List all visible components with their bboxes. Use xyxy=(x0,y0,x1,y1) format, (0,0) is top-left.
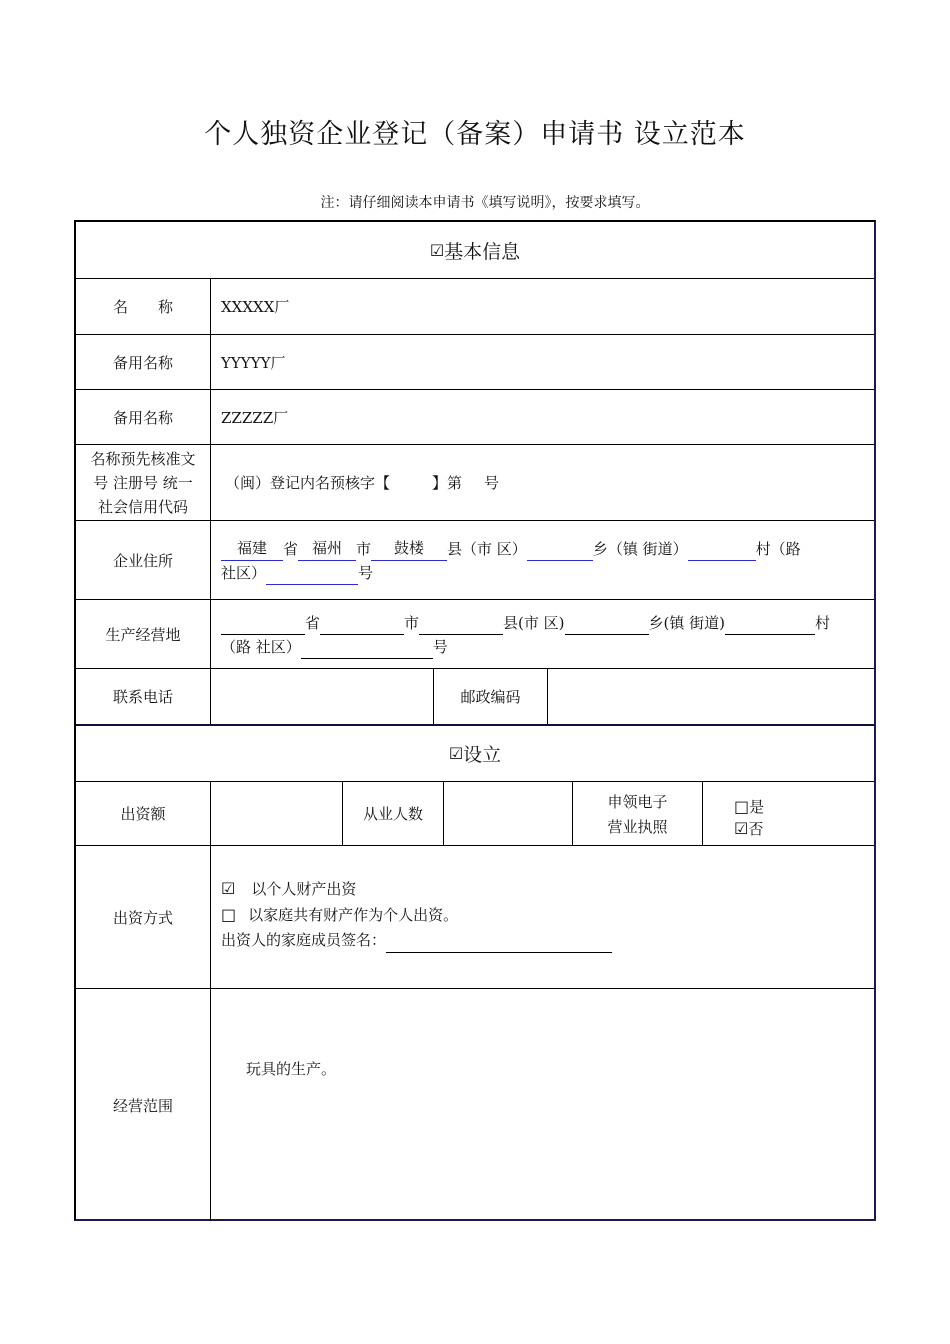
document-title: 个人独资企业登记（备案）申请书 设立范本 xyxy=(204,119,746,150)
staff-count-label: 从业人数 xyxy=(362,805,423,823)
fill-note: 注：请仔细阅读本申请书《填写说明》，按要求填写。 xyxy=(320,195,650,211)
name-label: 名 称 xyxy=(112,298,173,316)
e-license-options xyxy=(734,796,864,840)
phone-field[interactable] xyxy=(211,669,433,724)
basic-info-label: 基本信息 xyxy=(444,240,521,263)
setup-header xyxy=(76,726,874,781)
contribution-option-personal-label: 以个人财产出资 xyxy=(251,880,357,898)
staff-count-field[interactable] xyxy=(444,782,572,845)
option-no-label: 否 xyxy=(748,820,764,838)
production-city[interactable] xyxy=(320,616,404,635)
contribution-option-family[interactable] xyxy=(221,902,861,928)
alt-name-2-field[interactable]: ZZZZZ厂 xyxy=(221,408,289,427)
production-site-field[interactable] xyxy=(211,611,874,659)
contribution-option-personal[interactable] xyxy=(221,876,861,902)
postcode-field[interactable] xyxy=(548,669,874,724)
production-county-unit: 县(市 区) xyxy=(503,614,565,632)
name-field[interactable]: XXXXX厂 xyxy=(221,298,290,316)
unchecked-box-icon[interactable]: □ xyxy=(221,905,237,924)
residence-county-unit: 县（市 区） xyxy=(447,540,527,558)
application-form xyxy=(74,220,876,1221)
basic-info-checked-icon: ☑ xyxy=(429,240,445,260)
family-signature-line xyxy=(221,928,861,953)
residence-village[interactable] xyxy=(688,542,756,561)
capital-label: 出资额 xyxy=(120,805,166,823)
residence-city[interactable]: 福州 xyxy=(298,536,356,561)
residence-road[interactable] xyxy=(266,566,358,585)
residence-road-unit: 社区） xyxy=(221,564,267,582)
residence-field[interactable] xyxy=(211,536,874,585)
approval-suffix: 号 xyxy=(484,474,500,492)
alt-name-2-label: 备用名称 xyxy=(112,408,173,427)
residence-province-unit: 省 xyxy=(283,540,299,558)
approval-label-line3: 社会信用代码 xyxy=(97,498,188,516)
family-signature-label: 出资人的家庭成员签名： xyxy=(221,931,387,949)
contribution-method-label: 出资方式 xyxy=(112,908,173,927)
contribution-method-options xyxy=(221,876,861,953)
checked-box-icon[interactable]: ☑ xyxy=(734,819,749,838)
approval-label-line1: 名称预先核准文 xyxy=(90,450,196,468)
residence-town[interactable] xyxy=(527,542,593,561)
residence-county[interactable]: 鼓楼 xyxy=(371,536,447,561)
production-road-unit: （路 社区） xyxy=(221,638,301,656)
approval-mid: 】第 xyxy=(432,474,463,492)
checked-box-icon[interactable]: ☑ xyxy=(221,879,236,898)
alt-name-1-field[interactable]: YYYYY厂 xyxy=(221,353,286,372)
postcode-label: 邮政编码 xyxy=(460,688,521,706)
e-license-label-line2: 营业执照 xyxy=(607,818,668,836)
production-number-unit: 号 xyxy=(432,638,448,656)
residence-province[interactable]: 福建 xyxy=(221,536,283,561)
basic-info-header xyxy=(76,222,874,278)
production-province[interactable] xyxy=(221,616,305,635)
setup-label: 设立 xyxy=(463,744,502,766)
e-license-label xyxy=(573,790,702,840)
e-license-label-line1: 申领电子 xyxy=(607,793,668,811)
residence-label: 企业住所 xyxy=(112,551,173,570)
business-scope-field[interactable]: 玩具的生产。 xyxy=(246,1060,337,1078)
production-town[interactable] xyxy=(565,616,649,635)
unchecked-box-icon[interactable]: □ xyxy=(734,797,750,816)
capital-field[interactable] xyxy=(211,782,342,845)
approval-label-line2: 号 注册号 统一 xyxy=(93,474,193,492)
residence-town-unit: 乡（镇 街道） xyxy=(592,540,688,558)
production-county[interactable] xyxy=(419,616,503,635)
production-city-unit: 市 xyxy=(404,614,420,632)
phone-label: 联系电话 xyxy=(112,688,173,706)
production-town-unit: 乡(镇 街道) xyxy=(648,614,725,632)
approval-prefix: （闽）登记内名预核字【 xyxy=(225,474,391,492)
approval-number-label xyxy=(76,445,210,520)
residence-number-unit: 号 xyxy=(358,564,374,582)
contribution-option-family-label: 以家庭共有财产作为个人出资。 xyxy=(248,906,459,924)
family-signature-field[interactable] xyxy=(386,934,612,953)
business-scope-label: 经营范围 xyxy=(112,1096,173,1115)
production-village[interactable] xyxy=(725,616,815,635)
e-license-option-no[interactable] xyxy=(734,818,864,840)
alt-name-1-label: 备用名称 xyxy=(112,353,173,372)
residence-city-unit: 市 xyxy=(356,540,372,558)
production-road[interactable] xyxy=(301,640,433,659)
setup-checked-icon: ☑ xyxy=(448,744,464,763)
residence-village-unit: 村（路 xyxy=(755,540,801,558)
approval-number-field[interactable] xyxy=(211,445,874,520)
production-village-unit: 村 xyxy=(815,614,831,632)
e-license-option-yes[interactable] xyxy=(734,796,864,818)
option-yes-label: 是 xyxy=(749,798,765,816)
production-site-label: 生产经营地 xyxy=(105,625,181,644)
production-province-unit: 省 xyxy=(305,614,321,632)
